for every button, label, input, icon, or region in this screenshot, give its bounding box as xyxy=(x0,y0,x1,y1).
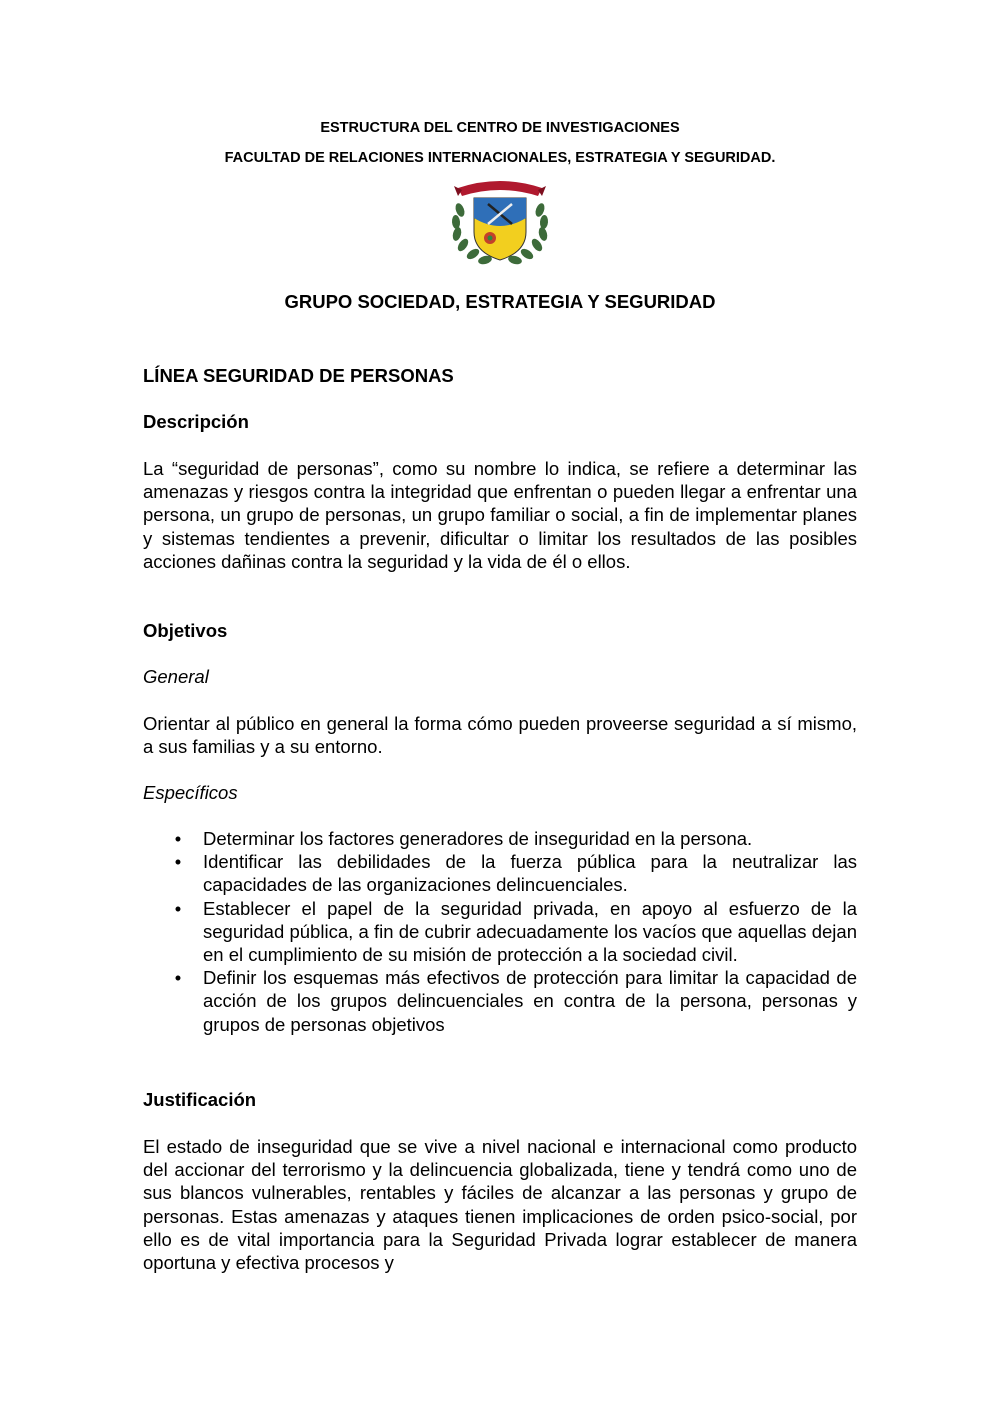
list-item-text: Determinar los factores generadores de inseguridad en la persona. xyxy=(203,828,753,849)
list-item xyxy=(143,966,857,1036)
general-subheading: General xyxy=(143,666,209,687)
list-item-text: Identificar las debilidades de la fuerza pública para la neutralizar las capacidades de las organizaciones delincuenciales. xyxy=(203,851,857,896)
specific-objectives-list xyxy=(143,827,857,1036)
justification-heading: Justificación xyxy=(143,1089,257,1110)
list-item-text: Establecer el papel de la seguridad privada, en apoyo al esfuerzo de la seguridad pública, a fin de cubrir adecuadamente los vacíos que aquellas dejan en el cumplimiento de su misión de protección a la sociedad civil. xyxy=(203,897,857,966)
header-line-1: ESTRUCTURA DEL CENTRO DE INVESTIGACIONES xyxy=(320,120,680,136)
description-paragraph: La “seguridad de personas”, como su nombre lo indica, se refiere a determinar las amenazas y riesgos contra la integridad que enfrentan o pueden llegar a enfrentar una persona, un grupo de personas, un grupo familiar o social, a fin de implementar planes y sistemas tendientes a prevenir, dificultar o limitar los resultados de las posibles acciones dañinas contra la seguridad y la vida de él o ellos. xyxy=(143,458,857,572)
list-item xyxy=(143,897,857,967)
bullet-icon: • xyxy=(174,897,182,919)
group-title: GRUPO SOCIEDAD, ESTRATEGIA Y SEGURIDAD xyxy=(284,291,716,312)
description-heading: Descripción xyxy=(143,411,249,432)
bullet-icon: • xyxy=(174,967,182,989)
list-item xyxy=(143,850,857,896)
university-crest-icon xyxy=(448,176,552,268)
list-item xyxy=(143,827,857,850)
bullet-icon: • xyxy=(174,828,182,849)
general-paragraph: Orientar al público en general la forma cómo pueden proveerse seguridad a sí mismo, a sus familias y a su entorno. xyxy=(143,713,857,758)
justification-paragraph: El estado de inseguridad que se vive a nivel nacional e internacional como producto del accionar del terrorismo y la delincuencia globalizada, tiene y tendrá como uno de sus blancos vulnerables, rentables y fáciles de alcanzar a las personas y grupo de personas. Estas amenazas y ataques tienen implicaciones de orden psico-social, por ello es de vital importancia para la Seguridad Privada lograr establecer de manera oportuna y efectiva procesos y xyxy=(143,1136,857,1274)
list-item-text: Definir los esquemas más efectivos de protección para limitar la capacidad de acción de los grupos delincuenciales en contra de la persona, personas y grupos de personas objetivos xyxy=(203,967,857,1035)
specific-subheading: Específicos xyxy=(143,782,238,803)
line-title: LÍNEA SEGURIDAD DE PERSONAS xyxy=(143,365,454,386)
header-line-2: FACULTAD DE RELACIONES INTERNACIONALES, ESTRATEGIA Y SEGURIDAD. xyxy=(224,150,776,166)
objectives-heading: Objetivos xyxy=(143,620,228,641)
bullet-icon: • xyxy=(174,851,182,873)
